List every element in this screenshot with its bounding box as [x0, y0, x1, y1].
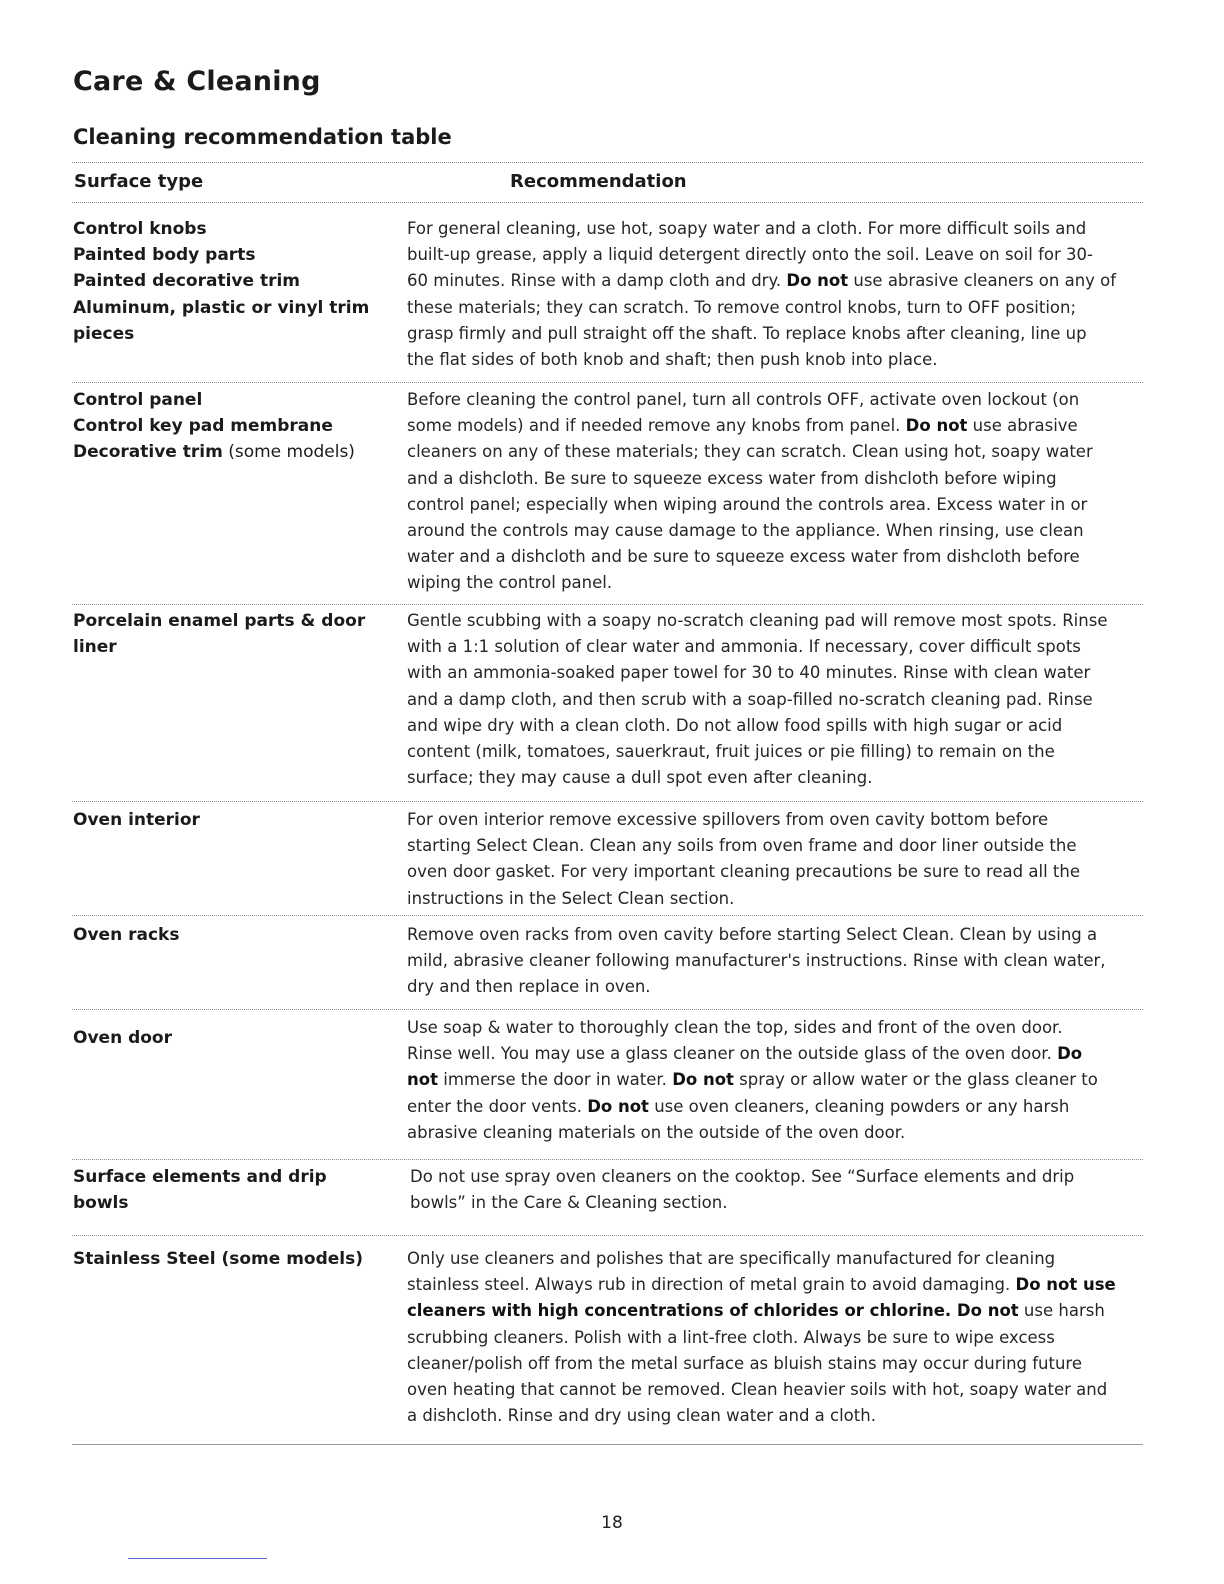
row-divider [72, 1009, 1143, 1010]
row-divider [72, 1159, 1143, 1160]
table-bottom-rule [72, 1444, 1143, 1445]
surface-type-cell: Porcelain enamel parts & door liner [73, 611, 366, 658]
recommendation-cell: Do not use spray oven cleaners on the cooktop. See “Surface elements and drip bowls” in the Care & Cleaning section. [410, 1167, 1075, 1213]
table-title: Cleaning recommendation table [73, 125, 452, 149]
surface-type-cell: Oven door [73, 1028, 172, 1048]
section-title: Care & Cleaning [73, 66, 321, 97]
column-header-recommendation: Recommendation [510, 171, 687, 192]
recommendation-cell: Gentle scubbing with a soapy no-scratch cleaning pad will remove most spots. Rinse with a 1:1 solution of clear water and ammonia. If necessary, cover difficult spots with an ammonia-soaked paper towel for 30 to 40 minutes. Rinse with clean water and a damp cloth, and then scrub with a soap-filled no-scratch cleaning pad. Rinse and wipe dry with a clean cloth. Do not allow food spills with high sugar or acid content (milk, tomatoes, sauerkraut, fruit juices or pie filling) to remain on the surface; they may cause a dull spot even after cleaning. [407, 611, 1108, 788]
recommendation-cell: Before cleaning the control panel, turn all controls OFF, activate oven lockout (on some models) and if needed remove any knobs from panel. Do not use abrasive cleaners on any of these materials; they can scratch. Clean using hot, soapy water and a dishcloth. Be sure to squeeze excess water from dishcloth before wiping control panel; especially when wiping around the controls area. Excess water in or around the controls may cause damage to the appliance. When rinsing, use clean water and a dishcloth and be sure to squeeze excess water from dishcloth before wiping the control panel. [407, 390, 1093, 593]
page-number: 18 [601, 1513, 623, 1533]
row-divider [72, 382, 1143, 383]
row-divider [72, 1235, 1143, 1236]
recommendation-cell: Remove oven racks from oven cavity before starting Select Clean. Clean by using a mild, abrasive cleaner following manufacturer's instructions. Rinse with clean water, dry and then replace in oven. [407, 925, 1106, 997]
recommendation-cell: Only use cleaners and polishes that are specifically manufactured for cleaning stainless steel. Always rub in direction of metal grain to avoid damaging. Do not use cleaners with high concentrations of chlorides or chlorine. Do not use harsh scrubbing cleaners. Polish with a lint-free cloth. Always be sure to wipe excess cleaner/polish off from the metal surface as bluish stains may occur during future oven heating that cannot be removed. Clean heavier soils with hot, soapy water and a dishcloth. Rinse and dry using clean water and a cloth. [407, 1249, 1116, 1426]
recommendation-cell: For oven interior remove excessive spillovers from oven cavity bottom before starting Select Clean. Clean any soils from oven frame and door liner outside the oven door gasket. For very important cleaning precautions be sure to read all the instructions in the Select Clean section. [407, 810, 1080, 908]
surface-type-cell: Control panel Control key pad membrane Decorative trim (some models) [73, 390, 355, 463]
row-divider [72, 915, 1143, 916]
header-rule [72, 202, 1143, 203]
surface-type-cell: Surface elements and drip bowls [73, 1167, 327, 1214]
recommendation-cell: For general cleaning, use hot, soapy water and a cloth. For more difficult soils and built-up grease, apply a liquid detergent directly onto the soil. Leave on soil for 30- 60 minutes. Rinse with a damp cloth and dry. Do not use abrasive cleaners on any of these materials; they can scratch. To remove control knobs, turn to OFF position; grasp firmly and pull straight off the shaft. To replace knobs after cleaning, line up the flat sides of both knob and shaft; then push knob into place. [407, 219, 1117, 370]
row-divider [72, 801, 1143, 802]
surface-type-cell: Stainless Steel (some models) [73, 1249, 363, 1269]
surface-type-cell: Control knobs Painted body parts Painted decorative trim Aluminum, plastic or vinyl trim pieces [73, 219, 370, 344]
table-top-rule [72, 162, 1143, 163]
surface-type-cell: Oven racks [73, 925, 180, 945]
recommendation-cell: Use soap & water to thoroughly clean the top, sides and front of the oven door. Rinse well. You may use a glass cleaner on the outside glass of the oven door. Do not immerse the door in water. Do not spray or allow water or the glass cleaner to enter the door vents. Do not use oven cleaners, cleaning powders or any harsh abrasive cleaning materials on the outside of the oven door. [407, 1018, 1098, 1142]
surface-type-cell: Oven interior [73, 810, 200, 830]
footer-line [128, 1558, 267, 1559]
row-divider [72, 604, 1143, 605]
column-header-surface: Surface type [74, 171, 204, 192]
